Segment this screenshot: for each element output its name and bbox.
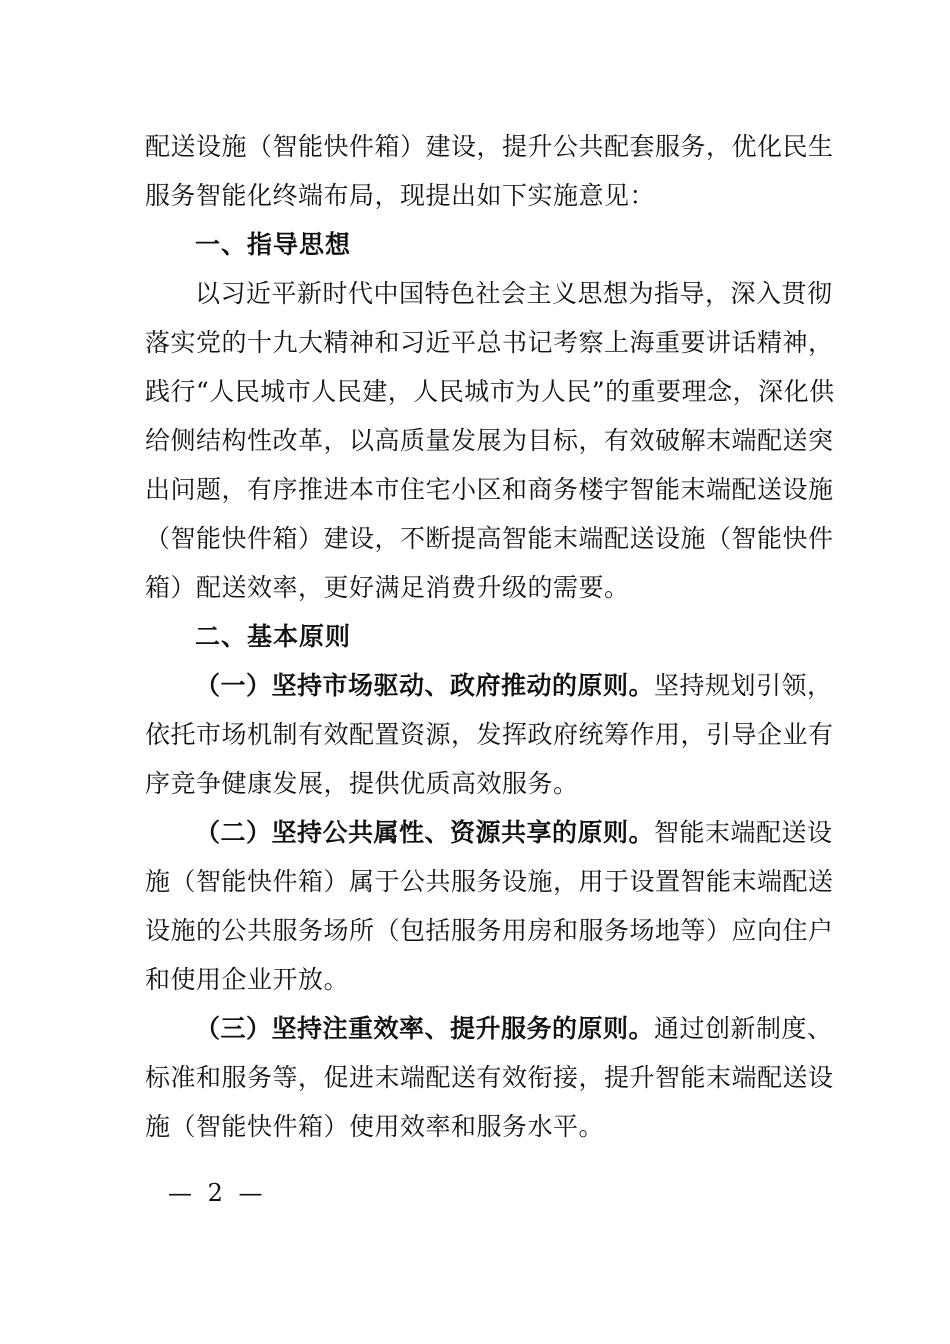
paragraph-line: 和使用企业开放。 <box>145 965 350 994</box>
paragraph-line: 落实党的十九大精神和习近平总书记考察上海重要讲话精神， <box>145 328 834 357</box>
page-number: — 2 — <box>168 1179 267 1207</box>
paragraph-line: 标准和服务等，促进末端配送有效衔接，提升智能末端配送设 <box>145 1063 834 1092</box>
paragraph-line: 设施的公共服务场所（包括服务用房和服务场地等）应向住户 <box>145 916 834 945</box>
intro-line: 服务智能化终端布局，现提出如下实施意见： <box>145 181 656 210</box>
principle-first-line <box>145 661 833 710</box>
paragraph-line: 依托市场机制有效配置资源，发挥政府统筹作用，引导企业有 <box>145 720 834 749</box>
section-heading-basic-principles: 二、基本原则 <box>195 622 352 651</box>
section-heading-guiding-ideology: 一、指导思想 <box>195 230 352 259</box>
paragraph-line: 践行“人民城市人民建，人民城市为人民”的重要理念，深化供 <box>145 377 835 406</box>
paragraph-line: 以习近平新时代中国特色社会主义思想为指导，深入贯彻 <box>195 279 833 308</box>
principle-text: 智能末端配送设 <box>654 818 833 847</box>
paragraph-line: （智能快件箱）建设，不断提高智能末端配送设施（智能快件 <box>145 524 834 553</box>
principle-title: （一）坚持市场驱动、政府推动的原则。 <box>195 671 655 700</box>
principle-text: 坚持规划引领， <box>654 671 833 700</box>
intro-line: 配送设施（智能快件箱）建设，提升公共配套服务，优化民生 <box>145 132 834 161</box>
principle-title: （二）坚持公共属性、资源共享的原则。 <box>195 818 655 847</box>
paragraph-line: 给侧结构性改革，以高质量发展为目标，有效破解末端配送突 <box>145 426 834 455</box>
document-body <box>145 122 835 1151</box>
paragraph-line: 施（智能快件箱）属于公共服务设施，用于设置智能末端配送 <box>145 867 834 896</box>
principle-text: 通过创新制度、 <box>654 1014 833 1043</box>
principle-title: （三）坚持注重效率、提升服务的原则。 <box>195 1014 655 1043</box>
paragraph-line: 出问题，有序推进本市住宅小区和商务楼宇智能末端配送设施 <box>145 475 834 504</box>
paragraph-line: 施（智能快件箱）使用效率和服务水平。 <box>145 1112 605 1141</box>
principle-first-line <box>145 808 833 857</box>
paragraph-line: 序竞争健康发展，提供优质高效服务。 <box>145 769 579 798</box>
paragraph-line: 箱）配送效率，更好满足消费升级的需要。 <box>145 573 630 602</box>
principle-first-line <box>145 1004 833 1053</box>
